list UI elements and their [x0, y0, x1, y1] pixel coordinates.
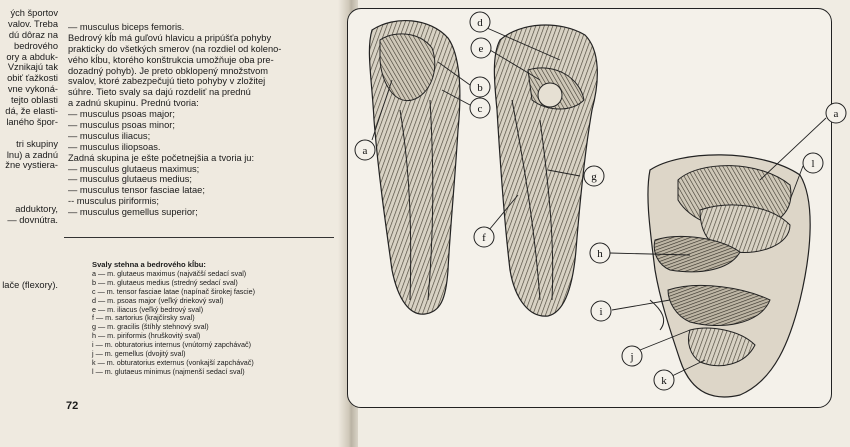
text-line: valov. Treba [8, 18, 58, 29]
label-a: a [362, 145, 368, 157]
text-line: lnu) a zadnú [6, 149, 58, 160]
text-line: prakticky do všetkých smerov (na rozdiel od koleno- [68, 43, 282, 54]
caption-item: a — m. glutaeus maximus (najväčší sedací sval) [92, 268, 247, 278]
text-line: svalov, ktoré zabezpečujú tieto pohyby v zložitej [68, 76, 266, 87]
caption-item: d — m. psoas major (veľký driekový sval) [92, 295, 224, 305]
text-line: obiť ťažkosti [7, 73, 58, 84]
label-h: h [597, 248, 603, 260]
text-line: ory a abduk- [6, 51, 58, 62]
label-d: d [477, 17, 483, 29]
text-line: laného špor- [6, 116, 58, 127]
caption-item: f — m. sartorius (krajčírsky sval) [92, 313, 195, 323]
caption-item: k — m. obturatorius externus (vonkajší zapchávač) [92, 357, 254, 367]
label-f: f [482, 232, 486, 244]
text-line: Bedrový kĺb má guľovú hlavicu a pripúšťa pohyby [68, 32, 272, 43]
caption-title: Svaly stehna a bedrového kĺbu: [92, 260, 206, 269]
text-line: tejto oblasti [10, 95, 58, 106]
text-line: súhre. Tieto svaly sa dajú rozdeliť na prednú [68, 87, 251, 98]
text-line: dá, že elasti- [5, 106, 58, 117]
caption-item: c — m. tensor fasciae latae (napínač širokej fascie) [92, 286, 255, 296]
text-line: Zadná skupina je ešte početnejšia a tvoria ju: [68, 152, 255, 163]
text-line: vne vykoná- [7, 84, 58, 95]
caption-item: g — m. gracilis (štíhly stehnový sval) [92, 322, 209, 332]
label-b: b [477, 82, 483, 94]
leg-lateral-view [369, 21, 459, 315]
text-line: dozadný pohyb). Je preto obklopený množstvom [68, 65, 268, 76]
list-item: — musculus glutaeus medius; [68, 174, 193, 185]
caption-item: j — m. gemellus (dvojitý sval) [92, 349, 186, 359]
label-l: l [811, 158, 815, 170]
label-k: k [661, 375, 667, 387]
text-line: adduktory, [15, 204, 58, 215]
label-c: c [477, 103, 483, 115]
page-number: 72 [66, 400, 79, 412]
text-line: — dovnútra. [7, 214, 58, 225]
label-g: g [591, 171, 597, 183]
leg-medial-view [494, 25, 597, 316]
text-line: — musculus biceps femoris. [68, 22, 185, 32]
caption-item: b — m. glutaeus medius (stredný sedací sval) [92, 277, 238, 287]
list-item: — musculus iliopsoas. [68, 141, 161, 152]
label-j: j [630, 351, 634, 363]
text-line: ých športov [10, 8, 58, 18]
label-a-detail: a [833, 108, 839, 120]
text-line: žne vystiera- [5, 160, 58, 171]
list-item: — musculus tensor fasciae latae; [68, 185, 205, 196]
hip-joint-detail [648, 155, 810, 397]
text-line: bedrového [14, 40, 58, 51]
list-item: — musculus glutaeus maximus; [68, 163, 200, 174]
text-line: vého kĺbu, ktorého konštrukcia umožňuje oba pre- [68, 54, 274, 65]
caption-item: e — m. iliacus (veľký bedrový sval) [92, 304, 204, 314]
list-item: — musculus iliacus; [68, 130, 151, 141]
label-e: e [478, 43, 484, 55]
label-i: i [599, 306, 603, 318]
caption-item: h — m. piriformis (hruškovitý sval) [92, 331, 201, 341]
text-line: a zadnú skupinu. Prednú tvoria: [68, 98, 199, 109]
list-item: — musculus psoas minor; [68, 120, 175, 131]
text-line: dú dôraz na [8, 29, 58, 40]
text-line: Vznikajú tak [7, 62, 58, 73]
caption-item: i — m. obturatorius internus (vnútorný zapchávač) [92, 340, 251, 350]
list-item: — musculus psoas major; [68, 109, 175, 120]
list-item: — musculus gemellus superior; [68, 207, 198, 218]
caption-item: l — m. glutaeus minimus (najmenší sedací sval) [92, 366, 245, 376]
list-item: -- musculus piriformis; [68, 196, 159, 207]
text-line: tri skupiny [16, 138, 58, 149]
text-line: lače (flexory). [2, 280, 58, 291]
